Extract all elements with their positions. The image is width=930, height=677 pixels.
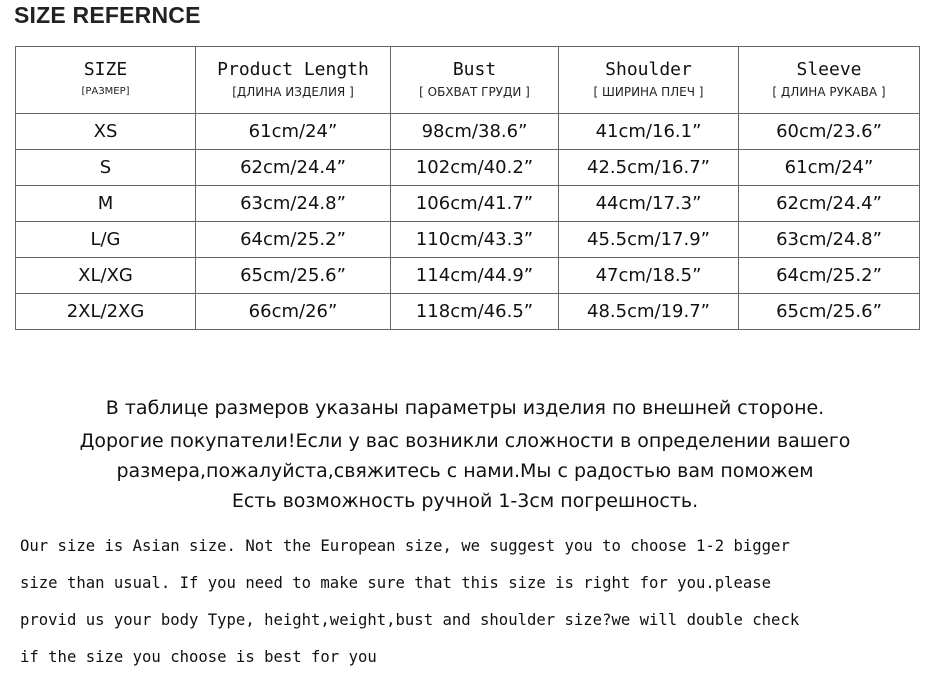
- cell-bust: 118cm/46.5”: [391, 294, 559, 330]
- table-row: [16, 114, 920, 150]
- cell-sleeve: 63cm/24.8”: [739, 222, 920, 258]
- header-sublabel: [РАЗМЕР]: [81, 86, 130, 97]
- cell-bust: 110cm/43.3”: [391, 222, 559, 258]
- russian-note-line: Есть возможность ручной 1-3см погрешность.: [231, 490, 699, 512]
- russian-note-line: Дорогие покупатели!Если у вас возникли сложности в определении вашего: [79, 430, 851, 452]
- cell-bust: 106cm/41.7”: [391, 186, 559, 222]
- header-label: SIZE: [83, 59, 128, 80]
- cell-product-length: 65cm/25.6”: [196, 258, 391, 294]
- cell-size: 2XL/2XG: [16, 294, 196, 330]
- header-label: Bust: [452, 59, 497, 80]
- table-row: [16, 222, 920, 258]
- cell-size: XL/XG: [16, 258, 196, 294]
- cell-product-length: 61cm/24”: [196, 114, 391, 150]
- table-row: [16, 150, 920, 186]
- cell-shoulder: 44cm/17.3”: [559, 186, 739, 222]
- header-bust: [391, 47, 559, 114]
- cell-sleeve: 65cm/25.6”: [739, 294, 920, 330]
- header-size: [16, 47, 196, 114]
- cell-sleeve: 62cm/24.4”: [739, 186, 920, 222]
- header-label: Sleeve: [796, 59, 862, 80]
- cell-shoulder: 47cm/18.5”: [559, 258, 739, 294]
- english-note-line: size than usual. If you need to make sure that this size is right for you.please: [20, 574, 772, 592]
- english-note-line: Our size is Asian size. Not the European size, we suggest you to choose 1-2 bigger: [20, 537, 790, 555]
- cell-product-length: 62cm/24.4”: [196, 150, 391, 186]
- page-title: SIZE REFERNCE: [14, 2, 201, 28]
- table-row: [16, 258, 920, 294]
- cell-shoulder: 48.5cm/19.7”: [559, 294, 739, 330]
- cell-shoulder: 42.5cm/16.7”: [559, 150, 739, 186]
- cell-sleeve: 64cm/25.2”: [739, 258, 920, 294]
- table-row: [16, 294, 920, 330]
- header-sublabel: [ ДЛИНА РУКАВА ]: [772, 85, 886, 99]
- header-sleeve: [739, 47, 920, 114]
- english-note-line: if the size you choose is best for you: [20, 648, 377, 666]
- cell-bust: 102cm/40.2”: [391, 150, 559, 186]
- cell-shoulder: 45.5cm/17.9”: [559, 222, 739, 258]
- cell-product-length: 63cm/24.8”: [196, 186, 391, 222]
- header-product-length: [196, 47, 391, 114]
- header-shoulder: [559, 47, 739, 114]
- cell-product-length: 66cm/26”: [196, 294, 391, 330]
- cell-product-length: 64cm/25.2”: [196, 222, 391, 258]
- table-row: [16, 186, 920, 222]
- cell-sleeve: 60cm/23.6”: [739, 114, 920, 150]
- russian-note-line: В таблице размеров указаны параметры изделия по внешней стороне.: [105, 397, 825, 419]
- header-label: Product Length: [217, 59, 369, 80]
- cell-size: S: [16, 150, 196, 186]
- cell-size: XS: [16, 114, 196, 150]
- cell-sleeve: 61cm/24”: [739, 150, 920, 186]
- cell-size: M: [16, 186, 196, 222]
- cell-bust: 114cm/44.9”: [391, 258, 559, 294]
- table-header-row: [16, 47, 920, 114]
- header-sublabel: [ДЛИНА ИЗДЕЛИЯ ]: [232, 85, 354, 99]
- cell-bust: 98cm/38.6”: [391, 114, 559, 150]
- english-note-line: provid us your body Type, height,weight,bust and shoulder size?we will double check: [20, 611, 800, 629]
- cell-shoulder: 41cm/16.1”: [559, 114, 739, 150]
- header-label: Shoulder: [605, 59, 692, 80]
- header-sublabel: [ ОБХВАТ ГРУДИ ]: [419, 85, 530, 99]
- size-table: [15, 46, 920, 330]
- cell-size: L/G: [16, 222, 196, 258]
- russian-note-line: размера,пожалуйста,свяжитесь с нами.Мы с радостью вам поможем: [116, 460, 814, 482]
- header-sublabel: [ ШИРИНА ПЛЕЧ ]: [593, 85, 704, 99]
